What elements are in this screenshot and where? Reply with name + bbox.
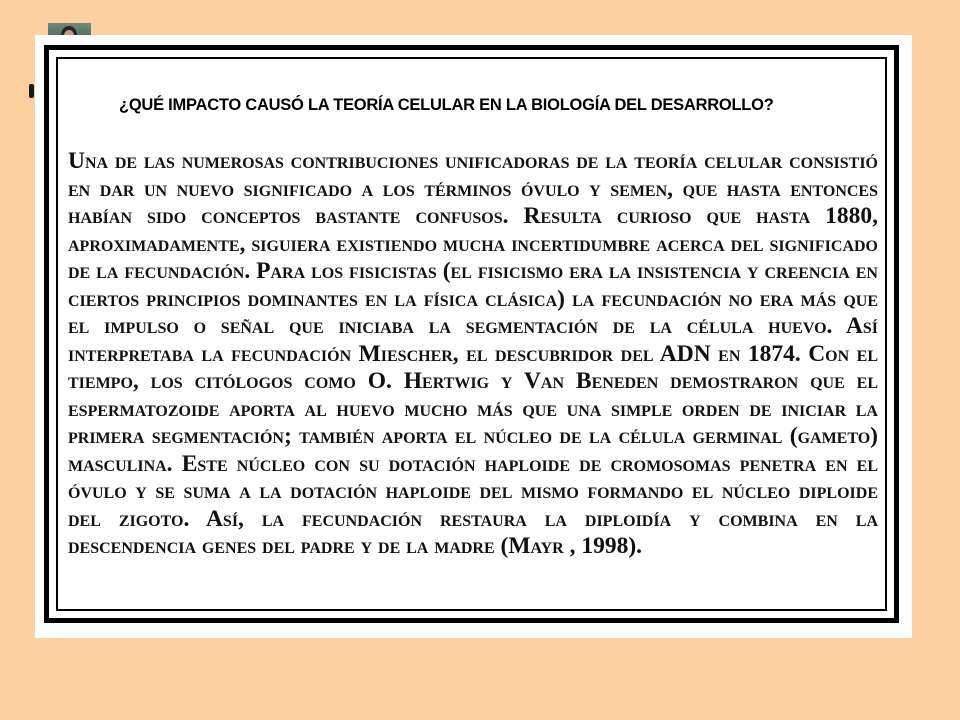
- side-decoration-mark: [29, 84, 34, 98]
- slide-heading: ¿QUÉ IMPACTO CAUSÓ LA TEORÍA CELULAR EN LA BIOLOGÍA DEL DESARROLLO?: [119, 96, 774, 114]
- slide-body-paragraph: Una de las numerosas contribuciones unificadoras de la teoría celular consistió en dar un nuevo significado a los términos óvulo y semen, que hasta entonces habían sido conceptos bastante confusos. Resulta curioso que hasta 1880, aproximadamente, siguiera existiendo mucha incertidumbre acerca del significado de la fecundación. Para los fisicistas (el fisicismo era la insistencia y creencia en ciertos principios dominantes en la física clásica) la fecundación no era más que el impulso o señal que iniciaba la segmentación de la célula huevo. Así interpretaba la fecundación Miescher, el descubridor del ADN en 1874. Con el tiempo, los citólogos como O. Hertwig y Van Beneden demostraron que el espermatozoide aporta al huevo mucho más que una simple orden de iniciar la primera segmentación; también aporta el núcleo de la célula germinal (gameto) masculina. Este núcleo con su dotación haploide de cromosomas penetra en el óvulo y se suma a la dotación haploide del mismo formando el núcleo diploide del zigoto. Así, la fecundación restaura la diploidía y combina en la descendencia genes del padre y de la madre (Mayr , 1998).: [68, 148, 878, 559]
- slide-panel: [35, 35, 912, 638]
